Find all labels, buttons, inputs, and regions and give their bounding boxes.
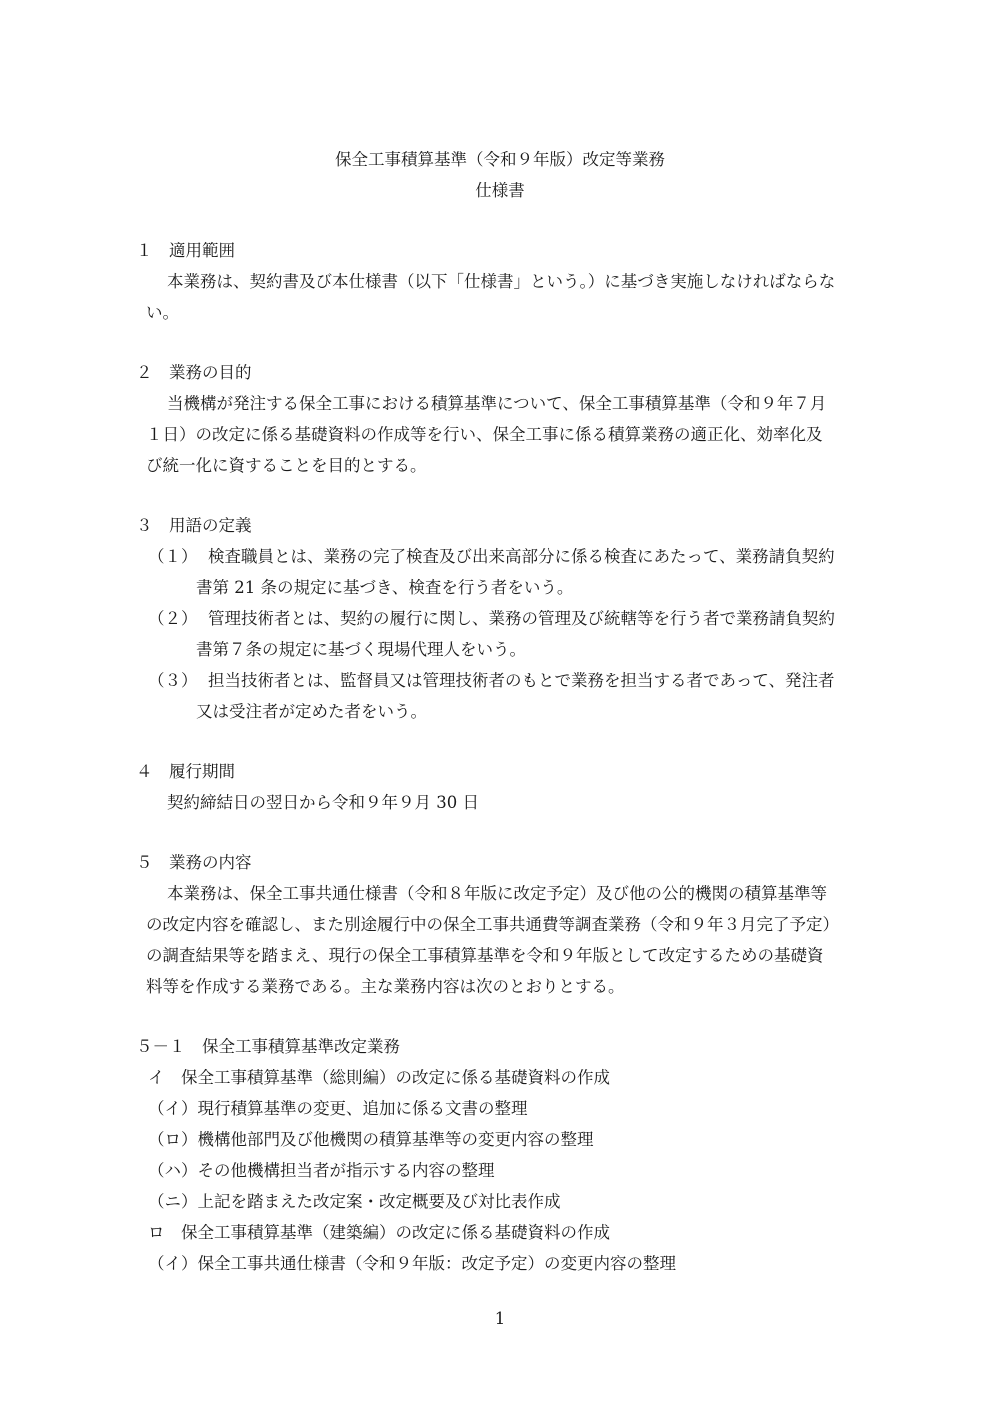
definition-line: 担当技術者とは、監督員又は管理技術者のもとで業務を担当する者であって、発注者	[208, 671, 835, 690]
paragraph-line: の調査結果等を踏まえ、現行の保全工事積算基準を令和９年版として改定するための基礎資	[146, 946, 824, 965]
section-heading: １ 適用範囲	[136, 241, 235, 260]
definition-line: 又は受注者が定めた者をいう。	[196, 702, 427, 721]
definition-number: （３）	[148, 671, 198, 690]
section-heading: ４ 履行期間	[136, 762, 235, 781]
paragraph-line: １日）の改定に係る基礎資料の作成等を行い、保全工事に係る積算業務の適正化、効率化及	[146, 425, 823, 444]
list-item: （ニ）上記を踏まえた改定案・改定概要及び対比表作成	[148, 1192, 561, 1211]
paragraph-line: び統一化に資することを目的とする。	[146, 456, 427, 475]
list-item: （ロ）機構他部門及び他機関の積算基準等の変更内容の整理	[148, 1130, 594, 1149]
subsection-heading: ５－１ 保全工事積算基準改定業務	[136, 1037, 400, 1056]
section-heading: ５ 業務の内容	[136, 853, 252, 872]
page-number: 1	[494, 1309, 506, 1328]
paragraph-line: の改定内容を確認し、また別途履行中の保全工事共通費等調査業務（令和９年３月完了予定）	[146, 915, 839, 934]
document-title: 保全工事積算基準（令和９年版）改定等業務	[335, 150, 665, 169]
document-subtitle: 仕様書	[475, 181, 525, 200]
section-heading: ３ 用語の定義	[136, 516, 252, 535]
section-heading: ２ 業務の目的	[136, 363, 252, 382]
definition-number: （１）	[148, 547, 198, 566]
paragraph-line: 料等を作成する業務である。主な業務内容は次のとおりとする。	[146, 977, 625, 996]
group-label: ロ 保全工事積算基準（建築編）の改定に係る基礎資料の作成	[148, 1223, 610, 1242]
paragraph-line: 本業務は、契約書及び本仕様書（以下「仕様書」という。）に基づき実施しなければならな	[167, 272, 836, 291]
paragraph-line: 当機構が発注する保全工事における積算基準について、保全工事積算基準（令和９年７月	[167, 394, 827, 413]
definition-line: 検査職員とは、業務の完了検査及び出来高部分に係る検査にあたって、業務請負契約	[208, 547, 835, 566]
definition-line: 管理技術者とは、契約の履行に関し、業務の管理及び統轄等を行う者で業務請負契約	[208, 609, 835, 628]
paragraph-line: 本業務は、保全工事共通仕様書（令和８年版に改定予定）及び他の公的機関の積算基準等	[167, 884, 827, 903]
list-item: （イ）現行積算基準の変更、追加に係る文書の整理	[148, 1099, 528, 1118]
definition-line: 書第７条の規定に基づく現場代理人をいう。	[196, 640, 526, 659]
definition-number: （２）	[148, 609, 198, 628]
paragraph-line: い。	[146, 303, 179, 322]
group-label: イ 保全工事積算基準（総則編）の改定に係る基礎資料の作成	[148, 1068, 610, 1087]
list-item: （イ）保全工事共通仕様書（令和９年版：改定予定）の変更内容の整理	[148, 1254, 676, 1273]
paragraph-line: 契約締結日の翌日から令和９年９月 30 日	[167, 793, 479, 812]
list-item: （ハ）その他機構担当者が指示する内容の整理	[148, 1161, 495, 1180]
definition-line: 書第 21 条の規定に基づき、検査を行う者をいう。	[196, 578, 574, 597]
